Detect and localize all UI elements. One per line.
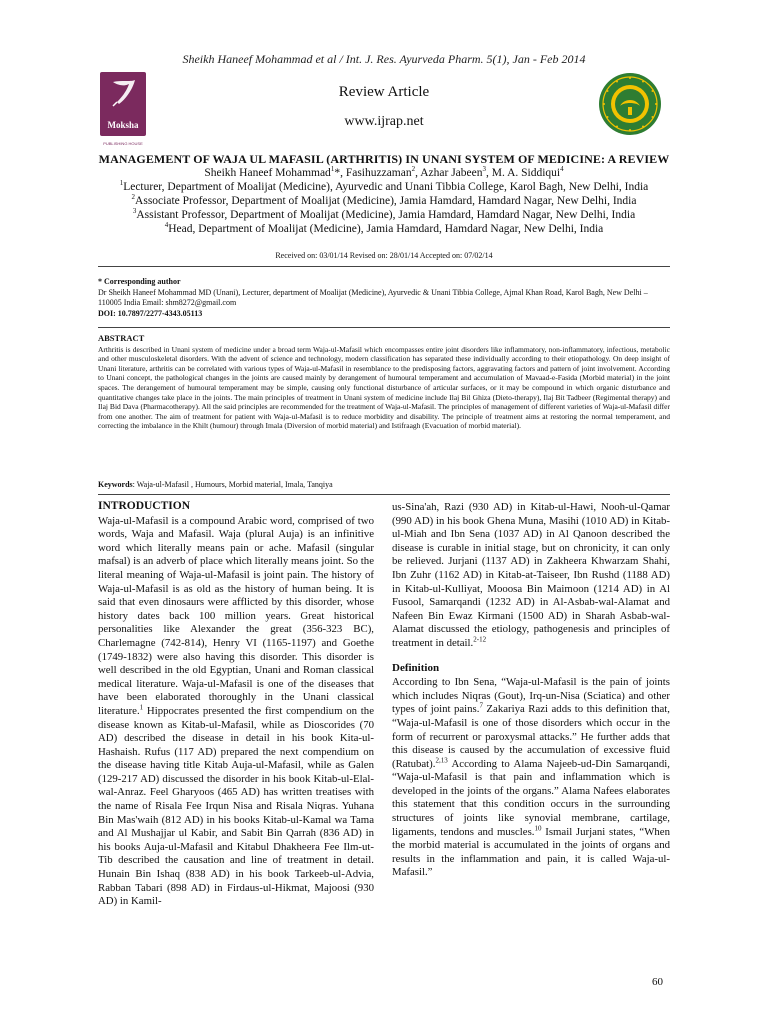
citation-mark: 2-12 bbox=[473, 635, 487, 644]
abstract-heading: ABSTRACT bbox=[98, 333, 145, 343]
affiliation-line bbox=[0, 181, 768, 193]
journal-website: www.ijrap.net bbox=[344, 114, 424, 129]
affiliation-text: Associate Professor, Department of Moalijat (Medicine), Jamia Hamdard, Hamdard Nagar, New Delhi, India bbox=[135, 195, 637, 207]
keywords-line bbox=[98, 480, 670, 489]
doi-text: DOI: 10.7897/2277-4343.05113 bbox=[98, 308, 203, 318]
abstract-text: Arthritis is described in Unani system of medicine under a broad term Waja-ul-Mafasil which encompasses entire joint disorders like inflammatory, non-inflammatory, infectious, metabolic and other musculoskeletal disorders. With the advent of science and technology, modern classification has separated these individually according to their etiopathology. On deep insight of Unani literature, arthritis can be correlated with various types of Waja-ul-Mafasil in resemblance to the predisposing factors, aggravating factors and pattern of joint involvement. According to Unani concept, the pathological changes in the joints are caused mainly by derangement of humoural temperament and accumulation of Mavaad-e-Fasida (Morbid material) in the joint spaces. The derangement of humoural temperament may be simple, causing only functional disturbance of articular surfaces, or it may be compound in which organic disturbance and quantitative changes take place in the joints. The main principles of treatment in Unani system of medicine include Ilaj Bil Ghiza (Dieto-therapy), Ilaj Bit Tadbeer (Regimental therapy) and Ilaj Bid Dava (Pharmacotherapy). All the said principles are recommended for the treatment of Waja-ul-Mafasil. The principles of management of different varieties of Waja-ul-Mafasil differ from one another. The aim of treatment for patient with Waja-ul-Mafasil is to reduce morbidity and disability. The principle of treatment aims at restoring the normal temperament, and correcting the imbalance in the Khilt (humour) through Imala (Diversion of morbid material) and Istifraagh (Evacuation of morbid material). bbox=[98, 344, 670, 431]
article-title: MANAGEMENT OF WAJA UL MAFASIL (ARTHRITIS) IN UNANI SYSTEM OF MEDICINE: A REVIEW bbox=[98, 152, 670, 166]
citation-mark: 10 bbox=[534, 824, 542, 833]
affiliation-mark: 3 bbox=[482, 165, 486, 174]
affiliation-text: Head, Department of Moalijat (Medicine), Jamia Hamdard, Hamdard Nagar, New Delhi, India bbox=[168, 223, 604, 235]
affiliation-mark: 2 bbox=[131, 193, 136, 202]
running-head: Sheikh Haneef Mohammad et al / Int. J. Res. Ayurveda Pharm. 5(1), Jan - Feb 2014 bbox=[182, 52, 586, 66]
affiliation-text: Assistant Professor, Department of Moalijat (Medicine), Jamia Hamdard, Hamdard Nagar, New Delhi, India bbox=[136, 209, 636, 221]
affiliation-line bbox=[0, 195, 768, 207]
affiliation-text: Lecturer, Department of Moalijat (Medicine), Ayurvedic and Unani Tibbia College, Karol Bagh, New Delhi, India bbox=[123, 181, 649, 193]
affiliation-line bbox=[0, 223, 768, 235]
affiliation-mark: 4 bbox=[560, 165, 564, 174]
divider bbox=[98, 266, 670, 267]
citation-mark: 1 bbox=[139, 703, 144, 712]
definition-paragraph: According to Ibn Sena, “Waja-ul-Mafasil is the pain of joints which includes Niqras (Gout), Irq-un-Nisa (Sciatica) and other types of joint pains.$^7$ Zakariya Razi adds to this definition that, “Waja-ul-Mafasil is one of those disorders which occur in the form of recurrent or paroxysmal attacks.” He further adds that this disease is caused by the accumulation of excessive fluid (Ratubat).$^{2,13}$ According to Alama Najeeb-ud-Din Samarqandi, “Waja-ul-Mafasil is that pain and inflammation which is developed in the joints of the organs.” Alama Nafees elaborates this statement that this condition occurs in the surrounding structures of joints like synovial membrane, cartilage, ligaments, tendons and muscles.$^{10}$ Ismail Jurjani states, “When the morbid material is accumulated in the joints of organs and results in the inflammation and pain, it is called Waja-ul-Mafasil.” bbox=[392, 676, 671, 879]
right-column bbox=[392, 501, 670, 880]
left-column bbox=[98, 500, 374, 909]
divider bbox=[98, 327, 670, 328]
author-name: M. A. Siddiqui bbox=[491, 167, 561, 179]
affiliation-mark: 1 bbox=[119, 179, 124, 188]
definition-heading: Definition bbox=[392, 661, 440, 674]
article-type: Review Article bbox=[338, 84, 430, 100]
corresponding-author-details: Dr Sheikh Haneef Mohammad MD (Unani), Lecturer, department of Moalijat (Medicine), Ayurvedic & Unani Tibbia College, Ajmal Khan Road, Karol Bagh, New Delhi – 110005 India Email: shm8272@gmail.com bbox=[98, 287, 648, 307]
citation-mark: 7 bbox=[479, 701, 483, 710]
corresponding-author-label: * Corresponding author bbox=[98, 277, 181, 286]
divider bbox=[98, 494, 670, 495]
introduction-heading: INTRODUCTION bbox=[98, 500, 191, 512]
corresponding-author-block bbox=[98, 277, 670, 319]
affiliation-mark: 2 bbox=[411, 165, 416, 174]
submission-dates: Received on: 03/01/14 Revised on: 28/01/14 Accepted on: 07/02/14 bbox=[275, 251, 493, 260]
affiliation-mark: 4 bbox=[164, 221, 169, 230]
abstract-block bbox=[98, 334, 670, 431]
affiliation-mark: 1 bbox=[330, 165, 335, 174]
moksha-logo-word: Moksha bbox=[107, 120, 139, 130]
moksha-logo-subtitle: PUBLISHING HOUSE bbox=[103, 141, 143, 146]
author-list: Sheikh Haneef Mohammad$^1$*, Fasihuzzaman$^2$, Azhar Jabeen$^3$, M. A. Siddiqui$^4$ bbox=[204, 165, 564, 179]
corresponding-star: * bbox=[334, 167, 341, 179]
keywords-text: : Waja-ul-Mafasil , Humours, Morbid material, Imala, Tanqiya bbox=[132, 480, 333, 489]
affiliation-line bbox=[0, 209, 768, 221]
citation-mark: 2,13 bbox=[435, 756, 448, 765]
author-name: Azhar Jabeen bbox=[420, 167, 483, 179]
keywords-label: Keywords bbox=[98, 480, 133, 489]
page-number: 60 bbox=[652, 976, 663, 988]
introduction-paragraph: Waja-ul-Mafasil is a compound Arabic word, comprised of two words, Waja and Mafasil. Waja (plural Auja) is an infinitive word which literally means pain or ache. Mafasil (singular mafsal) is an adverb of place which literally means joint. So the literal meaning of Waja-ul-Mafasil is joint pain. The history of Waja-ul-Mafasil is as old as the history of human being. It is said that even dinosaurs were afflicted by this disorder, whose history dates back 100 million years. Great historical personalities like Alexander the great (356-323 BC), Charlemagne (742-814), Henry VI (1165-1197) and Goethe (1749-1832) were also having this disorder. This disorder is well described in the old Egyptian, Unani and Roman classical medical literature. Waja-ul-Mafasil is one of the diseases that have been elaborated thoroughly in the Unani classical literature.$^1$ Hippocrates presented the first compendium on the disease known as Kitab-ul-Mafasil, while as Dioscorides (70 AD) described the disease in detail in his book Kita-ul-Hashaish. Rufus (117 AD) prepared the next compendium on the disease having title Kitab Auja-ul-Mafasil, while as Galen (129-217 AD) discussed the disorder in his book Kitab-ul-Elal-wal-Anraz. Feel Gharyoos (465 AD) has written treatises with the name of Risala Fee Irqun Nisa and Risala Niqras. Yuhana Bin Mas'waih (812 AD) in his books Kitab-ul-Kamal wa Tama and Al Mushajjar ul Kabir, and Sabit Bin Qarrah (836 AD) in his books Auja-ul-Mafasil and Kitabul Dhakheera Fee Ilm-ut-Tib described the causation and line of treatment in detail. Hunain Bin Ishaq (838 AD) in his book Tarkeeb-ul-Advia, Rabban Tabari (898 AD) in Firdaus-ul-Hikmat, Majoosi (930 AD) in Kamil- bbox=[98, 514, 374, 908]
introduction-continuation: us-Sina'ah, Razi (930 AD) in Kitab-ul-Hawi, Nooh-ul-Qamar (990 AD) in his book Ghena Muna, Masihi (1010 AD) in Kitab-ul-Miah and Ibn Sena (1037 AD) in Al Qanoon described the disease is curable in initial stage, but on chronicity, it can only be relieved. Jurjani (1137 AD) in Zakheera Khwarzam Shahi, Ibn Zuhr (1162 AD) in Kitab-at-Taiseer, Ibn Rushd (1188 AD) in Kitab-ul-Kulliyat, Mooosa Bin Maimoon (1214 AD) in Al Fusool, Samarqandi (1232 AD) in Al-Asbab-wal-Alamat and Nafeen Bin Ewaz Kirmani (1500 AD) in Sharah Asbab-wal-Alamat discussed the etiology, pathogenesis and principles of treatment in detail.$^{2-12}$ bbox=[392, 501, 670, 649]
author-name: Fasihuzzaman bbox=[345, 167, 412, 179]
author-name: Sheikh Haneef Mohammad bbox=[204, 167, 331, 179]
affiliation-mark: 3 bbox=[132, 207, 137, 216]
